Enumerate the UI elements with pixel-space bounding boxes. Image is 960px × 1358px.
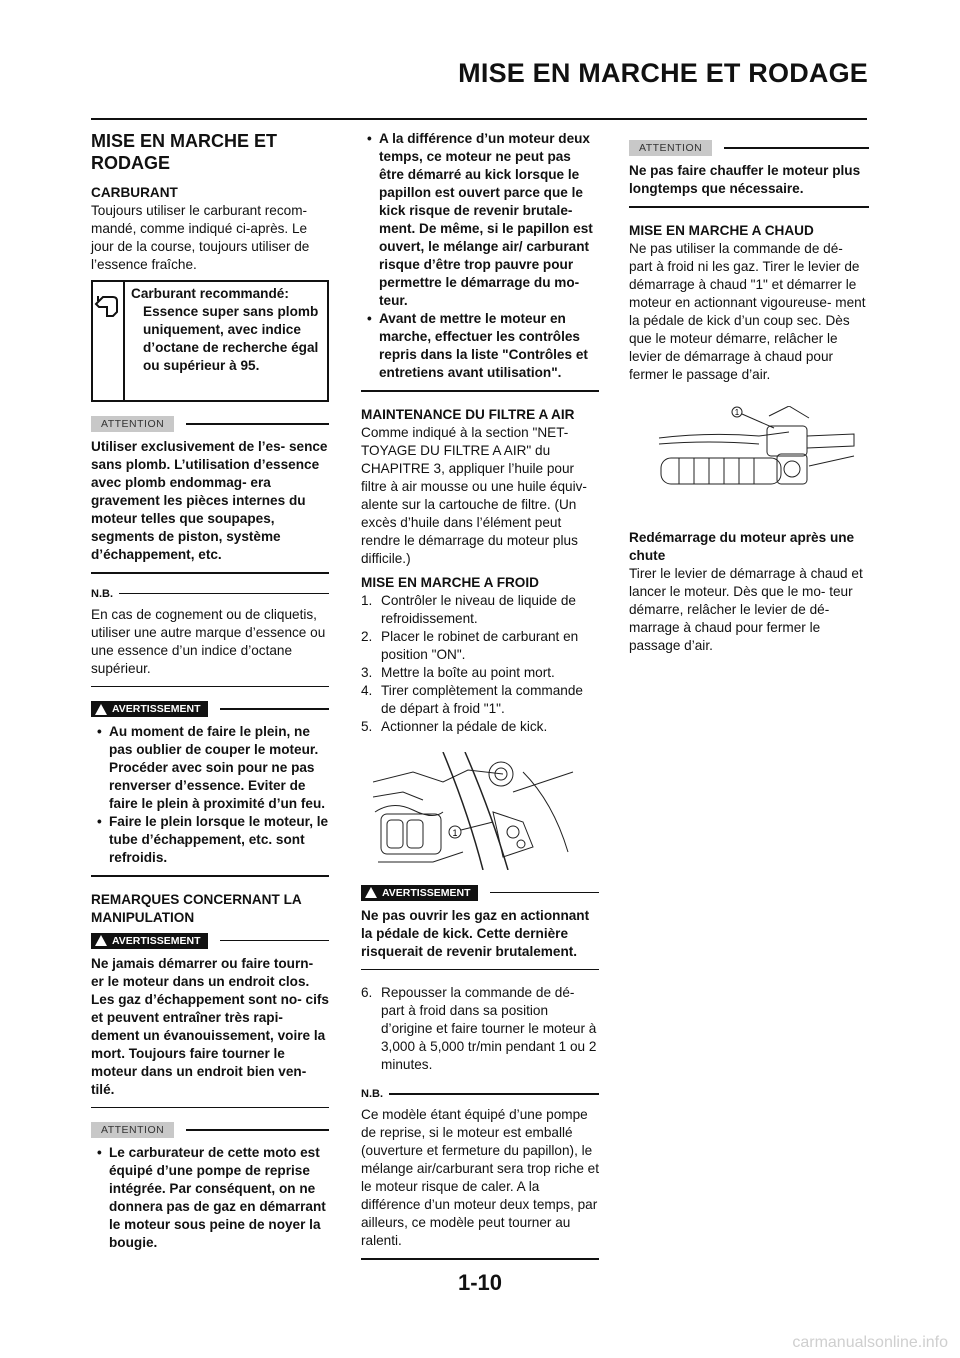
- cold-start-step-6: [361, 984, 599, 1074]
- header-divider: [91, 118, 867, 120]
- restart-heading: Redémarrage du moteur après une chute: [629, 529, 855, 563]
- list-item: 4. Tirer complètement la commande de départ à froid "1".: [361, 682, 583, 716]
- attention-label-row: [629, 140, 869, 156]
- attention-badge: ATTENTION: [91, 1122, 174, 1138]
- nb-label: N.B.: [361, 1088, 383, 1100]
- list-item: 5. Actionner la pédale de kick.: [361, 718, 548, 734]
- air-filter-heading: MAINTENANCE DU FILTRE A AIR: [361, 406, 575, 422]
- warning-badge: AVERTISSEMENT: [91, 701, 208, 717]
- attention-text: Utiliser exclusivement de l’es- sence sans plomb. L’utilisation d’essence avec plomb endommag- era gravement les pièces internes du moteur telles que soupapes, segments de piston, système d’échappement, etc.: [91, 439, 328, 562]
- warning-icon: [365, 887, 377, 898]
- warning-list: [91, 723, 329, 867]
- column-left: [91, 130, 329, 1252]
- callout-number: 1: [734, 407, 740, 417]
- handling-heading: REMARQUES CONCERNANT LA MANIPULATION: [91, 891, 302, 925]
- cold-start-heading: MISE EN MARCHE A FROID: [361, 574, 539, 590]
- nb-label: N.B.: [91, 587, 113, 600]
- attention-list: [91, 1144, 329, 1252]
- footer-watermark: carmanualsonline.info: [792, 1334, 948, 1351]
- nb-label-row: [91, 588, 329, 600]
- warning-icon: [95, 935, 107, 946]
- list-item: 6. Repousser la commande de dé- part à froid dans sa position d’origine et faire tourner le moteur à 3,000 à 5,000 tr/min pendant 1 ou 2 minutes.: [361, 985, 597, 1072]
- attention-badge: ATTENTION: [629, 140, 712, 156]
- page-number: 1-10: [457, 1270, 503, 1295]
- section-title: MISE EN MARCHE ET RODAGE: [91, 131, 278, 173]
- nb-label-row: [361, 1088, 599, 1100]
- attention-text: Ne pas faire chauffer le moteur plus longtemps que nécessaire.: [629, 163, 861, 196]
- warning-badge: AVERTISSEMENT: [361, 885, 478, 901]
- column-middle: [361, 130, 599, 1274]
- column-right: [629, 130, 869, 655]
- list-item: • A la différence d’un moteur deux temps, ce moteur ne peut pas être démarré au kick lorsque le papillon est ouvert parce que le kick risque de revenir brutale- ment. De même, si le papillon est ouvert, le mélange air/ carburant risque d’être trop pauvre pour permettre le démarrage du mo- teur.: [361, 130, 599, 310]
- warning-icon: [95, 704, 107, 715]
- warning-text: Ne pas ouvrir les gaz en actionnant la pédale de kick. Cette dernière risquerait de revenir brutalement.: [361, 907, 590, 959]
- list-item: 2. Placer le robinet de carburant en position "ON".: [361, 628, 579, 662]
- nb-text: Ce modèle étant équipé d’une pompe de reprise, si le moteur est emballé (ouverture et fermeture du papillon), le mélange air/carburant sera trop riche et le moteur risque de caler. A la différence d’un moteur deux temps, par ailleurs, ce modèle peut tourner au ralenti.: [361, 1107, 600, 1248]
- list-item: • Avant de mettre le moteur en marche, effectuer les contrôles repris dans la liste "Contrôles et entretiens avant utilisation".: [361, 310, 599, 382]
- spec-title: Carburant recommandé:: [131, 286, 289, 301]
- top-list: [361, 130, 599, 382]
- fuel-text: Toujours utiliser le carburant recom- mandé, comme indiqué ci-après. Le jour de la course, toujours utiliser de l’essence fraîche.: [91, 203, 310, 272]
- list-item: • Le carburateur de cette moto est équipé d’une pompe de reprise intégrée. Par conséquent, on ne donnera pas de gaz en démarrant le moteur sous peine de noyer la bougie.: [91, 1144, 329, 1252]
- warning-label-row: [91, 933, 329, 949]
- list-item: 3. Mettre la boîte au point mort.: [361, 664, 555, 680]
- list-item: • Au moment de faire le plein, ne pas oublier de couper le moteur. Procéder avec soin pour ne pas renverser d’essence. Eviter de faire le plein à proximité d’un feu.: [91, 723, 329, 813]
- list-item: 1. Contrôler le niveau de liquide de refroidissement.: [361, 592, 576, 626]
- warning-label-row: [91, 701, 329, 717]
- fuel-heading: CARBURANT: [91, 185, 178, 200]
- spec-value: Essence super sans plomb uniquement, avec indice d’octane de recherche égal ou supérieur à 95.: [143, 304, 319, 373]
- cold-start-steps: [361, 592, 599, 736]
- hot-start-text: Ne pas utiliser la commande de dé- part à froid ni les gaz. Tirer le levier de démarrage à chaud "1" et démarrer le moteur en actionnant vigoureuse- ment la pédale de kick d’un coup sec. Dès que le moteur démarre, relâcher le levier de démarrage à chaud pour fermer le passage d’air.: [629, 240, 866, 382]
- attention-badge: ATTENTION: [91, 416, 174, 432]
- nb-text: En cas de cognement ou de cliquetis, utiliser une autre marque d’essence ou une essence d’un indice d’octane supérieur.: [91, 606, 326, 676]
- restart-text: Tirer le levier de démarrage à chaud et lancer le moteur. Dès que le mo- teur démarre, relâcher le levier de dé- marrage à chaud pour fermer le passage d’air.: [629, 565, 863, 653]
- list-item: • Faire le plein lorsque le moteur, le tube d’échappement, etc. sont refroidis.: [91, 813, 329, 867]
- warning-label-row: [361, 885, 599, 901]
- engine-illustration: [373, 752, 599, 875]
- page-header-title: MISE EN MARCHE ET RODAGE: [458, 58, 868, 88]
- fuel-pump-icon: [93, 282, 125, 400]
- air-filter-text: Comme indiqué à la section "NET- TOYAGE DU FILTRE A AIR" du CHAPITRE 3, appliquer l’huile pour filtre à air mousse ou une huile équiv- alente sur la cartouche de filtre. (Un excès d’huile dans l’élément peut rendre le démarrage du moteur plus difficile.): [361, 424, 587, 566]
- attention-label-row: [91, 416, 329, 432]
- warning-text: Ne jamais démarrer ou faire tourn- er le moteur dans un endroit clos. Les gaz d’échappement sont no- cifs et peuvent entraîner très rapi- dement un évanouissement, voire la mort. Toujours faire tourner le moteur dans un endroit bien ven- tilé.: [91, 955, 329, 1097]
- fuel-spec-box: [91, 280, 329, 402]
- hot-start-heading: MISE EN MARCHE A CHAUD: [629, 222, 814, 238]
- warning-badge: AVERTISSEMENT: [91, 933, 208, 949]
- attention-label-row: [91, 1122, 329, 1138]
- handlebar-illustration: [649, 406, 869, 511]
- callout-number: 1: [452, 827, 458, 838]
